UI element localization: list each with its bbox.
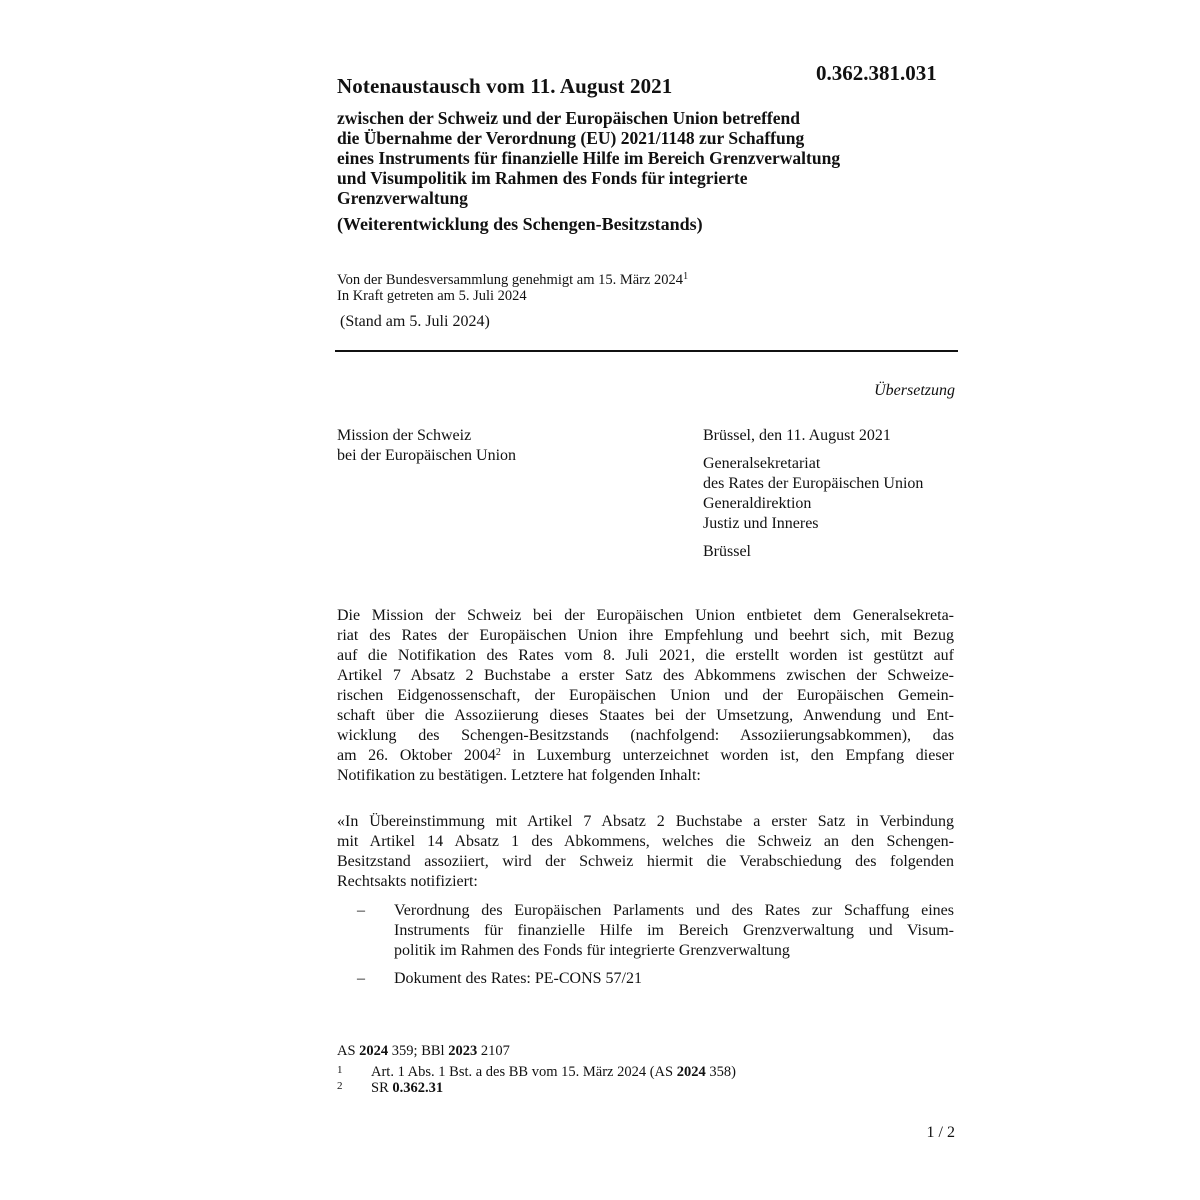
recipient-line: des Rates der Europäischen Union: [703, 475, 924, 492]
source-text: 2107: [477, 1043, 510, 1059]
paragraph-text: in Luxemburg unterzeichnet worden ist, den Empfang dieser: [500, 747, 955, 764]
recipient-address: [703, 454, 923, 534]
footnote-ref[interactable]: 2: [495, 747, 501, 758]
paragraph-line: Rechtsakts notifiziert:: [337, 873, 478, 890]
paragraph-text: am 26. Oktober 2004: [337, 747, 496, 764]
sender-line: bei der Europäischen Union: [337, 447, 517, 464]
recipient-line: Justiz und Inneres: [703, 515, 819, 532]
paragraph-line: Besitzstand assoziiert, wird der Schweiz hiermit die Verabschiedung des folgenden: [337, 853, 954, 870]
source-reference: [337, 1043, 510, 1060]
recipient-city: Brüssel: [703, 543, 751, 560]
source-text-bold: 2024: [359, 1043, 389, 1059]
footnote-text: [371, 1064, 736, 1080]
recipient-block: [703, 426, 923, 570]
paragraph-line: Artikel 7 Absatz 2 Buchstabe a erster Satz des Abkommens zwischen der Schweize-: [337, 667, 954, 684]
source-text: AS: [337, 1043, 360, 1059]
footnote-text: [371, 1080, 443, 1096]
footnote-text-part: Art. 1 Abs. 1 Bst. a des BB vom 15. März 2024 (AS: [371, 1064, 677, 1080]
approval-text: Von der Bundesversammlung genehmigt am 15. März 2024: [337, 272, 684, 288]
paragraph-line: riat des Rates der Europäischen Union ihre Empfehlung und beehrt sich, mit Bezug: [337, 627, 954, 644]
in-force-line: In Kraft getreten am 5. Juli 2024: [337, 288, 527, 304]
footnote-text-bold: 0.362.31: [392, 1080, 444, 1096]
approval-info: [337, 272, 688, 304]
paragraph-line: schaft über die Assoziierung dieses Staates bei der Umsetzung, Anwendung und Ent-: [337, 707, 954, 724]
source-text: 359; BBl: [388, 1043, 449, 1059]
list-dash: –: [357, 902, 365, 919]
approval-line: [337, 272, 688, 288]
list-item: [357, 901, 954, 961]
paragraph-line: rischen Eidgenossenschaft, der Europäischen Union und der Europäischen Gemein-: [337, 687, 954, 704]
subtitle-line: eines Instruments für finanzielle Hilfe im Bereich Grenzverwaltung: [337, 148, 841, 168]
footnote-text-part: SR: [371, 1080, 393, 1096]
footnote-text-bold: 2024: [676, 1064, 706, 1080]
sr-number: 0.362.381.031: [816, 61, 937, 85]
document-title: Notenaustausch vom 11. August 2021: [337, 74, 673, 98]
list-item-line: Instruments für finanzielle Hilfe im Bereich Grenzverwaltung und Visum-: [394, 922, 954, 939]
sender-line: Mission der Schweiz: [337, 427, 472, 444]
paragraph-line: auf die Notifikation des Rates vom 8. Juli 2021, die erstellt worden ist gestützt auf: [337, 647, 954, 664]
document-subtitle: [337, 108, 977, 208]
paragraph-line: «In Übereinstimmung mit Artikel 7 Absatz 2 Buchstabe a erster Satz in Verbindung: [337, 813, 954, 830]
subtitle-line: zwischen der Schweiz und der Europäischen Union betreffend: [337, 108, 800, 128]
page-number: 1 / 2: [926, 1124, 955, 1141]
footnote-ref[interactable]: 1: [683, 271, 689, 282]
list-item-line: Dokument des Rates: PE-CONS 57/21: [394, 970, 642, 987]
list-item-line: politik im Rahmen des Fonds für integrierte Grenzverwaltung: [394, 942, 790, 959]
recipient-line: Generalsekretariat: [703, 455, 821, 472]
paragraph-line: wicklung des Schengen-Besitzstands (nachfolgend: Assoziierungsabkommen), das: [337, 727, 954, 744]
paragraph-line: Die Mission der Schweiz bei der Europäischen Union entbietet dem Generalsekreta-: [337, 607, 954, 624]
subtitle-line: und Visumpolitik im Rahmen des Fonds für integrierte: [337, 168, 748, 188]
footnote-number: 2: [337, 1080, 343, 1092]
notified-acts-list: [357, 901, 954, 997]
paragraph-line: Notifikation zu bestätigen. Letztere hat folgenden Inhalt:: [337, 767, 701, 784]
place-date: Brüssel, den 11. August 2021: [703, 427, 891, 444]
body-paragraph-2: [337, 812, 954, 892]
subtitle-line: Grenzverwaltung: [337, 188, 468, 208]
subtitle-line: die Übernahme der Verordnung (EU) 2021/1148 zur Schaffung: [337, 128, 805, 148]
paragraph-line: [337, 746, 954, 766]
sender-address: [337, 426, 516, 466]
paragraph-line: mit Artikel 14 Absatz 1 des Abkommens, welches die Schweiz an den Schengen-: [337, 833, 954, 850]
footnote-text-part: 358): [705, 1064, 736, 1080]
footnote-number: 1: [337, 1064, 343, 1076]
source-text-bold: 2023: [448, 1043, 478, 1059]
list-dash: –: [357, 970, 365, 987]
recipient-line: Generaldirektion: [703, 495, 812, 512]
list-item: [357, 969, 954, 989]
list-item-line: Verordnung des Europäischen Parlaments und des Rates zur Schaffung eines: [394, 902, 954, 919]
header-divider: [335, 350, 958, 352]
schengen-development-note: (Weiterentwicklung des Schengen-Besitzstands): [337, 214, 703, 234]
status-date: (Stand am 5. Juli 2024): [340, 313, 490, 330]
translation-note: Übersetzung: [874, 382, 955, 399]
body-paragraph-1: [337, 606, 954, 786]
